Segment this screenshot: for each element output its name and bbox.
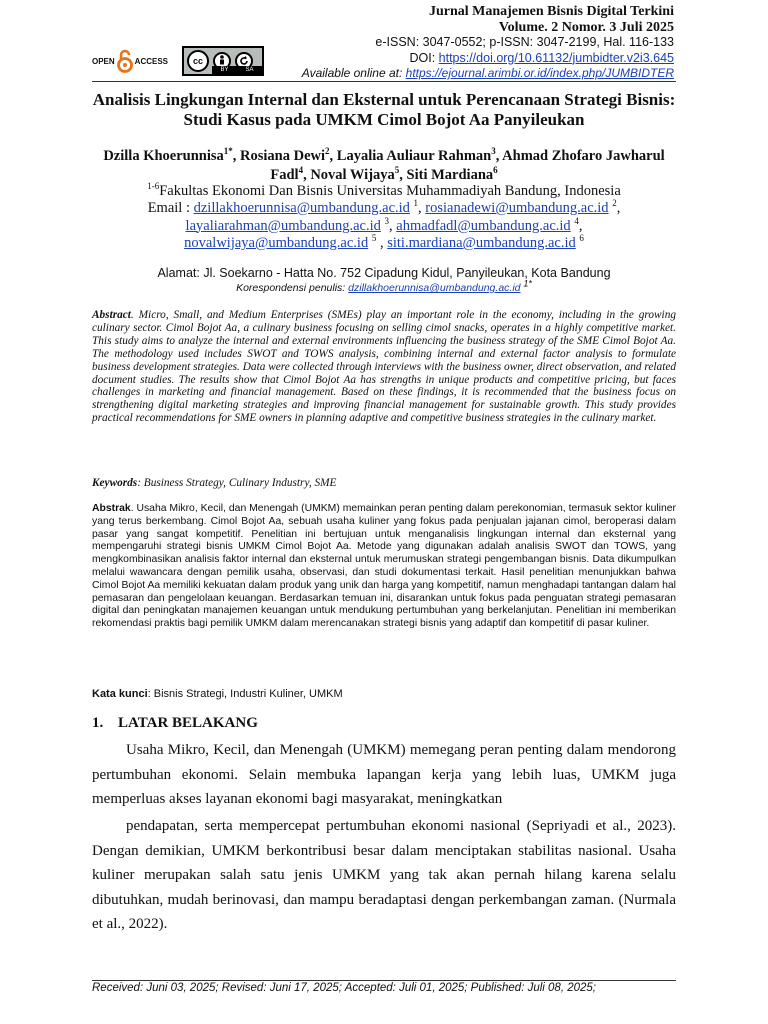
correspondence-label: Korespondensi penulis: bbox=[236, 282, 349, 294]
keywords-id-text: : Bisnis Strategi, Industri Kuliner, UMKM bbox=[147, 688, 343, 700]
available-label: Available online at: bbox=[301, 66, 406, 80]
author-2: , Rosiana Dewi bbox=[232, 148, 326, 164]
keywords-en-label: Keywords bbox=[92, 477, 138, 489]
author-2-sup: 2 bbox=[325, 146, 330, 157]
email-link-2[interactable]: rosianadewi@umbandung.ac.id bbox=[425, 200, 609, 216]
journal-issn: e-ISSN: 3047-0552; p-ISSN: 3047-2199, Hal. 116-133 bbox=[375, 35, 674, 49]
open-access-left-text: OPEN bbox=[92, 56, 115, 66]
keywords-id-label: Kata kunci bbox=[92, 688, 148, 700]
open-access-logo bbox=[92, 48, 168, 74]
abstract-indonesian bbox=[92, 503, 676, 631]
cc-icon: cc bbox=[187, 50, 209, 72]
abstract-en-label: Abstract bbox=[92, 309, 131, 321]
available-link[interactable]: https://ejournal.arimbi.or.id/index.php/JUMBIDTER bbox=[405, 66, 674, 80]
abstract-id-label: Abstrak bbox=[92, 503, 131, 514]
journal-volume: Volume. 2 Nomor. 3 Juli 2025 bbox=[498, 19, 674, 35]
journal-available bbox=[302, 66, 674, 82]
section-title: LATAR BELAKANG bbox=[118, 715, 258, 731]
author-1-sup: 1* bbox=[223, 146, 233, 157]
doi-label: DOI: bbox=[409, 50, 439, 65]
author-6-sup: 6 bbox=[493, 165, 498, 176]
body-paragraph-2: pendapatan, serta mempercepat pertumbuhan ekonomi nasional (Sepriyadi et al., 2023). Dengan demikian, UMKM berkontribusi besar dalam menciptakan stabilitas nasional. Usaha kuliner merupakan salah satu jenis UMKM yang tak akan pernah hilang karena selalu dibutuhkan, mudah berinovasi, dan mampu beradaptasi dengan perkembangan zaman. (Nurmala et al., 2022). bbox=[92, 818, 676, 932]
author-3: , Layalia Auliaur Rahman bbox=[329, 148, 492, 164]
address: Alamat: Jl. Soekarno - Hatta No. 752 Cipadung Kidul, Panyileukan, Kota Bandung bbox=[157, 266, 611, 280]
section-number: 1. bbox=[92, 715, 104, 731]
section-heading bbox=[92, 715, 258, 732]
correspondence-email[interactable]: dzillakhoerunnisa@umbandung.ac.id bbox=[348, 282, 521, 294]
author-4: , Ahmad Zhofaro Jawharul Fadl bbox=[270, 148, 665, 183]
cc-license-badge bbox=[182, 46, 264, 76]
author-5-sup: 5 bbox=[394, 165, 400, 176]
abstract-id-text: . Usaha Mikro, Kecil, dan Menengah (UMKM) memainkan peran penting dalam perekonomian, termasuk sektor kuliner yang terus berkembang. Cimol Bojot Aa, sebuah usaha kuliner yang fokus pada penjualan jajanan cimol, beroperasi dalam pasar yang sangat kompetitif. Penelitian ini bertujuan untuk menganalisis lingkungan internal dan eksternal yang mempengaruhi strategi bisnis UMKM Cimol Bojot Aa. Metode yang digunakan adalah analisis SWOT dan TOWS, yang mengkombinasikan analisis faktor internal dan eksternal untuk merumuskan strategi pengembangan bisnis. Data dikumpulkan melalui wawancara dengan pemilik usaha, observasi, dan studi dokumentasi terkait. Hasil penelitian menunjukkan bahwa Cimol Bojot Aa memiliki kekuatan dalam produk yang unik dan harga yang kompetitif, namun menghadapi tantangan dalam hal pemasaran dan pengelolaan keuangan. Berdasarkan temuan ini, disarankan untuk fokus pada penguatan strategi pemasaran digital dan peningkatan manajemen keuangan untuk mendukung pertumbuhan yang berkelanjutan. Penelitian ini memberikan rekomendasi praktis bagi pemilik UMKM dalam merencanakan strategi bisnis yang adaptif dan kompetitif di pasar kuliner. bbox=[92, 503, 676, 630]
email-sup-6: 6 bbox=[579, 233, 584, 244]
cc-by-label: BY bbox=[220, 67, 229, 73]
affiliation-text: Fakultas Ekonomi Dan Bisnis Universitas Muhammadiyah Bandung, Indonesia bbox=[159, 183, 621, 199]
abstract-english bbox=[92, 309, 676, 425]
affiliation-sup: 1-6 bbox=[147, 181, 160, 192]
journal-doi bbox=[302, 51, 674, 67]
author-3-sup: 3 bbox=[491, 146, 496, 157]
correspondence bbox=[92, 278, 676, 294]
cc-sa-label: SA bbox=[245, 67, 254, 73]
email-link-1[interactable]: dzillakhoerunnisa@umbandung.ac.id bbox=[193, 200, 410, 216]
email-sup-4: 4 bbox=[574, 215, 579, 226]
correspondence-sup: 1* bbox=[523, 278, 532, 289]
cc-by-sa-strip bbox=[212, 66, 262, 74]
email-link-3[interactable]: layaliarahman@umbandung.ac.id bbox=[185, 217, 381, 234]
journal-name: Jurnal Manajemen Bisnis Digital Terkini bbox=[428, 4, 674, 19]
footer-dates: Received: Juni 03, 2025; Revised: Juni 17, 2025; Accepted: Juli 01, 2025; Published: Juli 08, 2025; bbox=[92, 982, 596, 994]
author-6: , Siti Mardiana bbox=[399, 167, 494, 183]
header-divider bbox=[92, 81, 676, 82]
body-paragraph-1: Usaha Mikro, Kecil, dan Menengah (UMKM) memegang peran penting dalam mendorong pertumbuhan ekonomi. Selain membuka lapangan kerja yang lebih luas, UMKM juga memperluas akses layanan ekonomi bagi masyarakat, meningkatkan bbox=[92, 742, 676, 807]
email-link-4[interactable]: ahmadfadl@umbandung.ac.id bbox=[396, 217, 571, 234]
email-label: Email : bbox=[147, 200, 194, 216]
author-list bbox=[92, 147, 676, 185]
journal-header bbox=[302, 4, 674, 82]
abstract-en-text: . Micro, Small, and Medium Enterprises (SMEs) play an important role in the economy, including in the growing culinary sector. Cimol Bojot Aa, a culinary business focusing on selling cimol snacks, operates in a highly competitive market. This study aims to analyze the internal and external environments influencing the business strategy of the SME Cimol Bojot Aa. The methodology used includes SWOT and TOWS analysis, combining internal and external factor analysis to formulate business development strategies. Data were collected through interviews with the business owner, direct observation, and related document studies. The results show that Cimol Bojot Aa has strengths in unique products and competitive pricing, but faces challenges in marketing and financial management. Based on these findings, it is recommended that the business focus on strengthening digital marketing strategies and improving financial management for sustainable growth. This study provides practical recommendations for SME owners in planning adaptive and competitive business strategies in the culinary market. bbox=[92, 309, 676, 425]
email-sup-5: 5 bbox=[371, 233, 377, 244]
open-access-lock-icon bbox=[116, 49, 134, 73]
email-link-6[interactable]: siti.mardiana@umbandung.ac.id bbox=[387, 235, 576, 251]
author-1: Dzilla Khoerunnisa bbox=[103, 148, 224, 164]
author-emails: Email : dzillakhoerunnisa@umbandung.ac.id $^1$, rosianadewi@umbandung.ac.id $^2$, layaliarahman@umbandung.ac.id $^3$, ahmadfadl@umbandung.ac.id $^4$, novalwijaya@umbandung.ac.id $^5$ , siti.mardiana@umbandung.ac.id $^6$ bbox=[147, 198, 621, 251]
doi-link[interactable]: https://doi.org/10.61132/jumbidter.v2i3.645 bbox=[438, 50, 674, 65]
keywords-english bbox=[92, 477, 676, 489]
footer-divider bbox=[92, 980, 676, 981]
open-access-right-text: ACCESS bbox=[134, 56, 169, 66]
keywords-en-text: : Business Strategy, Culinary Industry, SME bbox=[137, 477, 337, 489]
email-sup-1: 1 bbox=[413, 198, 419, 209]
author-4-sup: 4 bbox=[298, 165, 304, 176]
email-link-5[interactable]: novalwijaya@umbandung.ac.id bbox=[184, 235, 369, 251]
paper-title: Analisis Lingkungan Internal dan Eksternal untuk Perencanaan Strategi Bisnis: Studi Kasus pada UMKM Cimol Bojot Aa Panyileukan bbox=[92, 90, 676, 129]
keywords-indonesian bbox=[92, 688, 676, 700]
email-sup-3: 3 bbox=[384, 215, 390, 226]
email-sup-2: 2 bbox=[612, 198, 617, 209]
author-5: , Noval Wijaya bbox=[303, 167, 395, 183]
affiliation bbox=[92, 182, 676, 200]
